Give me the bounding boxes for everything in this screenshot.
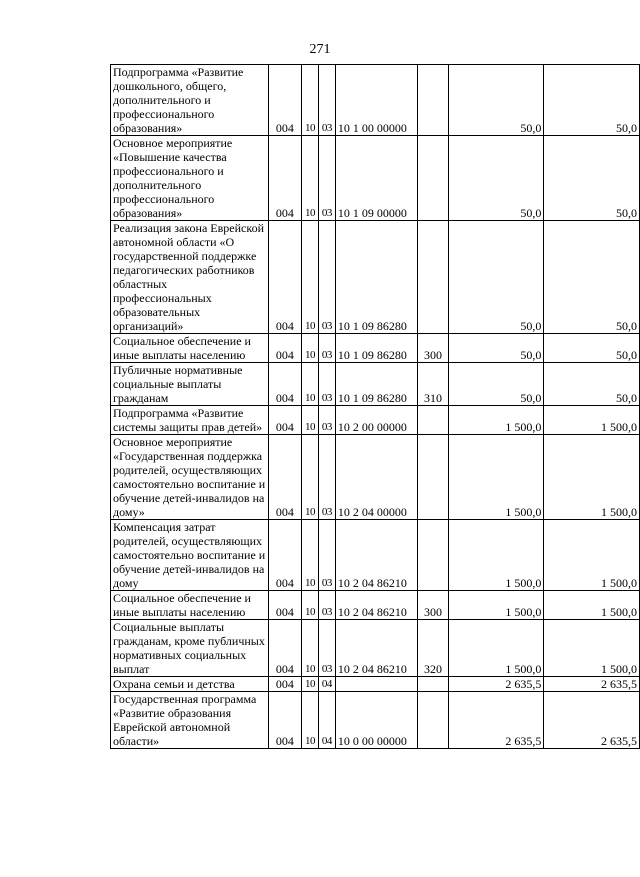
row-ved-code: 004: [268, 520, 301, 591]
row-amount-1: 2 635,5: [448, 677, 544, 692]
row-target-article: [335, 677, 417, 692]
row-expense-type: [418, 406, 449, 435]
budget-table-body: [111, 65, 640, 749]
row-expense-type: [418, 692, 449, 749]
row-name: Публичные нормативные социальные выплаты гражданам: [111, 363, 269, 406]
table-row: [111, 136, 640, 221]
row-expense-type: 310: [418, 363, 449, 406]
row-subsection-code: 03: [318, 334, 335, 363]
row-subsection-code: 03: [318, 406, 335, 435]
row-expense-type: [418, 520, 449, 591]
row-ved-code: 004: [268, 221, 301, 334]
row-ved-code: 004: [268, 65, 301, 136]
row-section-code: 10: [302, 435, 319, 520]
row-name: Социальные выплаты гражданам, кроме публичных нормативных социальных выплат: [111, 620, 269, 677]
row-amount-1: 1 500,0: [448, 435, 544, 520]
table-row: [111, 591, 640, 620]
row-section-code: 10: [302, 692, 319, 749]
row-amount-1: 1 500,0: [448, 620, 544, 677]
row-section-code: 10: [302, 591, 319, 620]
row-name: Основное мероприятие «Государственная поддержка родителей, осуществляющих самостоятельно воспитание и обучение детей-инвалидов на дому»: [111, 435, 269, 520]
row-subsection-code: 03: [318, 620, 335, 677]
row-name: Социальное обеспечение и иные выплаты населению: [111, 591, 269, 620]
table-row: [111, 692, 640, 749]
row-target-article: 10 0 00 00000: [335, 692, 417, 749]
row-amount-2: 50,0: [544, 136, 640, 221]
row-expense-type: 320: [418, 620, 449, 677]
row-amount-2: 2 635,5: [544, 677, 640, 692]
row-section-code: 10: [302, 406, 319, 435]
row-amount-1: 50,0: [448, 136, 544, 221]
row-name: Социальное обеспечение и иные выплаты населению: [111, 334, 269, 363]
table-row: [111, 406, 640, 435]
table-row: [111, 520, 640, 591]
row-target-article: 10 2 04 86210: [335, 591, 417, 620]
table-row: [111, 65, 640, 136]
row-amount-2: 1 500,0: [544, 435, 640, 520]
row-expense-type: 300: [418, 334, 449, 363]
row-section-code: 10: [302, 136, 319, 221]
table-row: [111, 435, 640, 520]
budget-table: [110, 64, 640, 749]
row-amount-1: 50,0: [448, 334, 544, 363]
row-ved-code: 004: [268, 591, 301, 620]
row-amount-2: 2 635,5: [544, 692, 640, 749]
row-target-article: 10 1 09 86280: [335, 334, 417, 363]
row-subsection-code: 04: [318, 692, 335, 749]
row-target-article: 10 1 09 86280: [335, 221, 417, 334]
row-section-code: 10: [302, 677, 319, 692]
row-subsection-code: 03: [318, 435, 335, 520]
row-amount-2: 1 500,0: [544, 591, 640, 620]
row-amount-1: 1 500,0: [448, 520, 544, 591]
row-name: Основное мероприятие «Повышение качества профессионального и дополнительного профессионального образования»: [111, 136, 269, 221]
row-amount-2: 50,0: [544, 363, 640, 406]
row-amount-1: 1 500,0: [448, 591, 544, 620]
page-number: 271: [309, 42, 331, 57]
row-expense-type: [418, 677, 449, 692]
row-name: Подпрограмма «Развитие системы защиты прав детей»: [111, 406, 269, 435]
row-amount-2: 1 500,0: [544, 520, 640, 591]
row-subsection-code: 03: [318, 136, 335, 221]
row-amount-2: 1 500,0: [544, 406, 640, 435]
row-subsection-code: 03: [318, 65, 335, 136]
row-name: Охрана семьи и детства: [111, 677, 269, 692]
row-ved-code: 004: [268, 334, 301, 363]
row-name: Реализация закона Еврейской автономной области «О государственной поддержке педагогических работников областных профессиональных образовательных организаций»: [111, 221, 269, 334]
row-ved-code: 004: [268, 620, 301, 677]
row-expense-type: [418, 435, 449, 520]
row-target-article: 10 1 09 00000: [335, 136, 417, 221]
row-subsection-code: 03: [318, 221, 335, 334]
row-target-article: 10 2 04 00000: [335, 435, 417, 520]
table-row: [111, 363, 640, 406]
row-amount-2: 1 500,0: [544, 620, 640, 677]
row-expense-type: 300: [418, 591, 449, 620]
row-section-code: 10: [302, 65, 319, 136]
row-target-article: 10 2 04 86210: [335, 520, 417, 591]
row-amount-2: 50,0: [544, 65, 640, 136]
row-subsection-code: 03: [318, 363, 335, 406]
table-row: [111, 620, 640, 677]
row-target-article: 10 1 00 00000: [335, 65, 417, 136]
row-amount-1: 50,0: [448, 363, 544, 406]
row-ved-code: 004: [268, 406, 301, 435]
row-target-article: 10 1 09 86280: [335, 363, 417, 406]
row-section-code: 10: [302, 520, 319, 591]
row-subsection-code: 04: [318, 677, 335, 692]
table-row: [111, 334, 640, 363]
row-section-code: 10: [302, 221, 319, 334]
row-section-code: 10: [302, 363, 319, 406]
row-subsection-code: 03: [318, 591, 335, 620]
row-name: Государственная программа «Развитие образования Еврейской автономной области»: [111, 692, 269, 749]
row-ved-code: 004: [268, 677, 301, 692]
row-expense-type: [418, 221, 449, 334]
row-section-code: 10: [302, 334, 319, 363]
row-ved-code: 004: [268, 692, 301, 749]
row-expense-type: [418, 136, 449, 221]
row-amount-1: 50,0: [448, 65, 544, 136]
row-ved-code: 004: [268, 136, 301, 221]
row-target-article: 10 2 04 86210: [335, 620, 417, 677]
row-target-article: 10 2 00 00000: [335, 406, 417, 435]
table-row: [111, 677, 640, 692]
row-name: Подпрограмма «Развитие дошкольного, общего, дополнительного и профессионального образования»: [111, 65, 269, 136]
row-amount-2: 50,0: [544, 334, 640, 363]
table-row: [111, 221, 640, 334]
row-amount-2: 50,0: [544, 221, 640, 334]
row-amount-1: 1 500,0: [448, 406, 544, 435]
row-ved-code: 004: [268, 435, 301, 520]
row-subsection-code: 03: [318, 520, 335, 591]
row-ved-code: 004: [268, 363, 301, 406]
row-section-code: 10: [302, 620, 319, 677]
row-amount-1: 50,0: [448, 221, 544, 334]
row-expense-type: [418, 65, 449, 136]
row-amount-1: 2 635,5: [448, 692, 544, 749]
row-name: Компенсация затрат родителей, осуществляющих самостоятельно воспитание и обучение детей-инвалидов на дому: [111, 520, 269, 591]
